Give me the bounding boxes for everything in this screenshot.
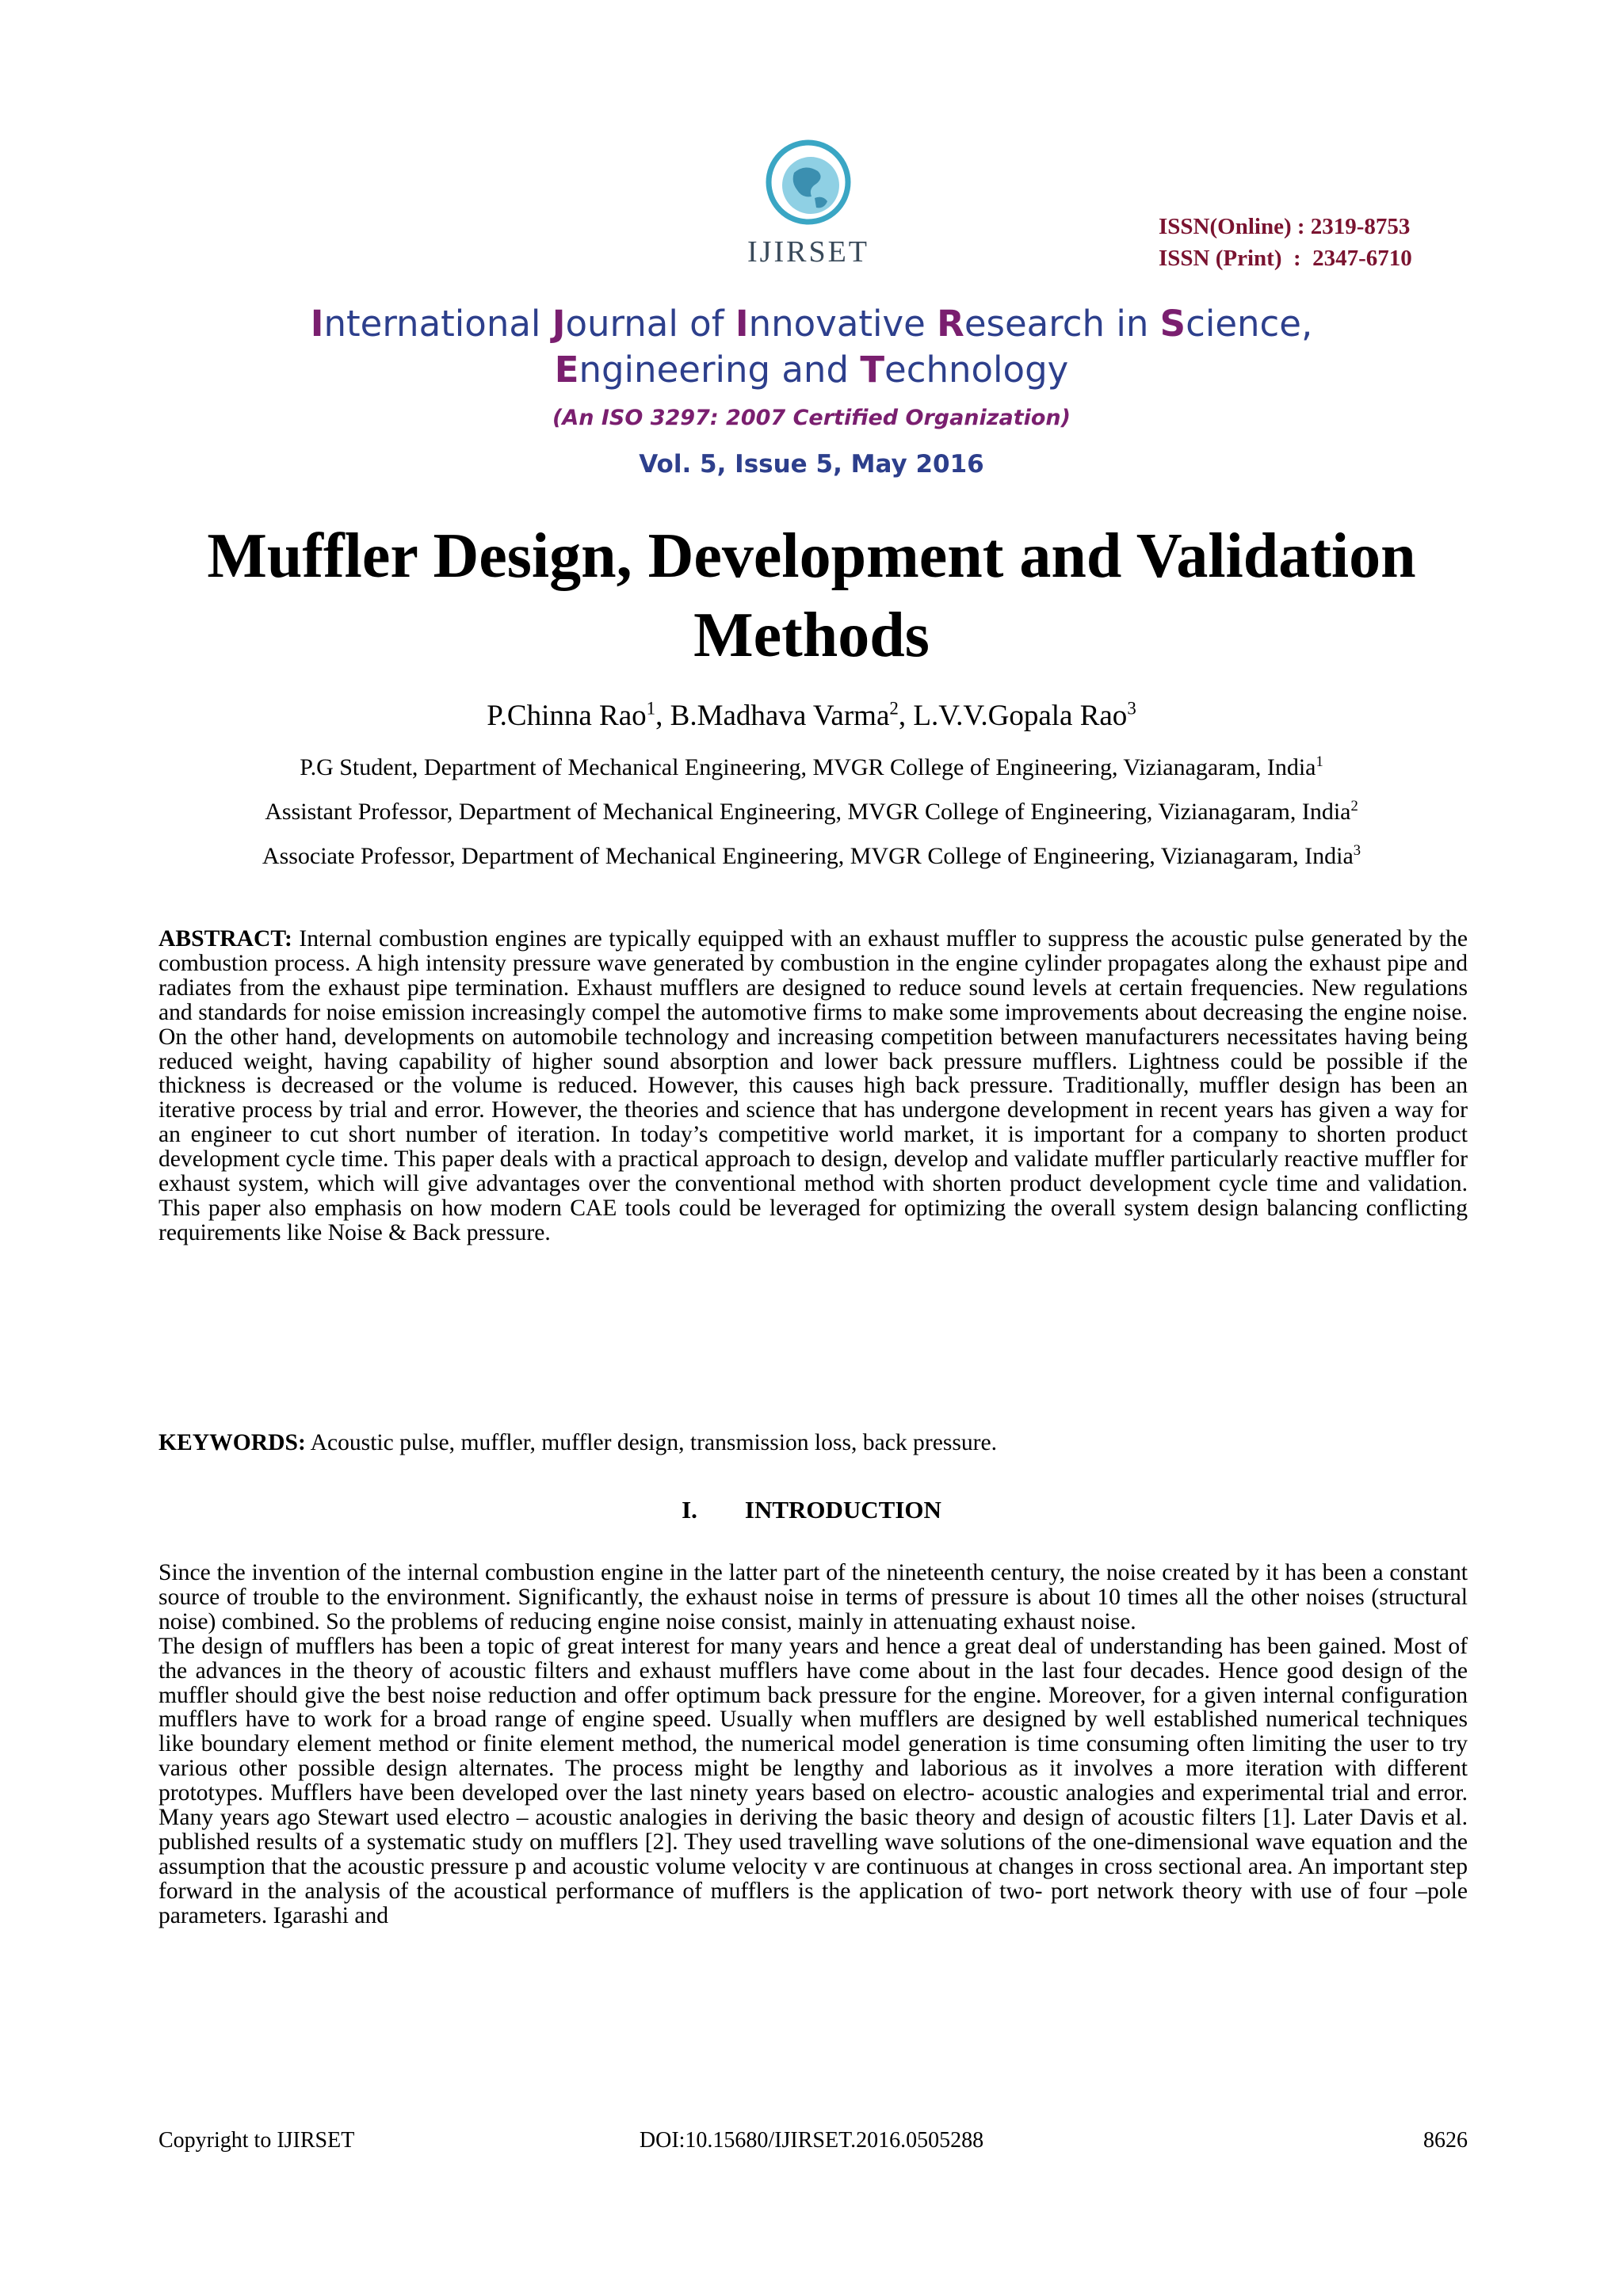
section-number: I.: [682, 1496, 697, 1524]
affiliation: Assistant Professor, Department of Mechanical Engineering, MVGR College of Engineering, Vizianagaram, India$^2$: [265, 798, 1358, 825]
author: P.Chinna Rao$^1$: [487, 698, 656, 732]
author: L.V.V.Gopala Rao$^3$: [913, 698, 1136, 732]
abstract-text: Internal combustion engines are typically equipped with an exhaust muffler to suppress the acoustic pulse generated by the combustion process. A high intensity pressure wave generated by combustion in the engine cylinder propagates along the exhaust pipe and radiates from the exhaust pipe termination. Exhaust mufflers are designed to reduce sound levels at certain frequencies. New regulations and standards for noise emission increasingly compel the automotive firms to make some improvements about decreasing the engine noise. On the other hand, developments on automobile technology and increasing competition between manufacturers necessitates having being reduced weight, having capability of higher sound absorption and lower back pressure mufflers. Lightness could be possible if the thickness is decreased or the volume is reduced. However, this causes high back pressure. Traditionally, muffler design has been an iterative process by trial and error. However, the theories and science that has undergone development in recent years has given a way for an engineer to cut short number of iteration. In today’s competitive world market, it is important for a company to shorten product development cycle time. This paper deals with a practical approach to design, develop and validate muffler particularly reactive muffler for exhaust system, which will give advantages over the conventional method with shorten product development cycle time and validation. This paper also emphasis on how modern CAE tools could be leveraged for optimizing the overall system design balancing conflicting requirements like Noise & Back pressure.: [158, 926, 1468, 1245]
keywords-label: KEYWORDS:: [158, 1430, 306, 1455]
intro-paragraph: The design of mufflers has been a topic of great interest for many years and hence a great deal of understanding has been gained. Most of the advances in the theory of acoustic filters and exhaust mufflers have come about in the last four decades. Hence good design of the muffler should give the best noise reduction and offer optimum back pressure for the engine. Moreover, for a given internal configuration mufflers have to work for a broad range of engine speed. Usually when mufflers are designed by well established numerical techniques like boundary element method or finite element method, the numerical model generation is time consuming often limiting the user to try various other possible design alternates. The process might be lengthy and laborious as it involves a more iteration with different prototypes. Mufflers have been developed over the last ninety years based on electro- acoustic analogies and experimental trial and error. Many years ago Stewart used electro – acoustic analogies in deriving the basic theory and design of acoustic filters [1]. Later Davis et al. published results of a systematic study on mufflers [2]. They used travelling wave solutions of the one-dimensional wave equation and the assumption that the acoustic pressure p and acoustic volume velocity v are continuous at changes in cross sectional area. An important step forward in the analysis of the acoustical performance of mufflers is the application of two- port network theory with use of four –pole parameters. Igarashi and: [158, 1633, 1468, 1928]
issn-online: ISSN(Online) : 2319-8753: [1159, 214, 1411, 239]
keywords-text: Acoustic pulse, muffler, muffler design, transmission loss, back pressure.: [310, 1430, 998, 1455]
abstract-label: ABSTRACT:: [158, 926, 292, 952]
volume-issue: Vol. 5, Issue 5, May 2016: [639, 450, 984, 479]
footer-copyright: Copyright to IJIRSET: [158, 2128, 355, 2153]
journal-title-line1: International Journal of Innovative Research in Science,: [310, 303, 1313, 345]
logo-text: IJIRSET: [747, 235, 869, 269]
issn-block: [1159, 211, 1491, 274]
journal-title-line2: Engineering and Technology: [554, 349, 1069, 391]
section-heading: [0, 1496, 1623, 1524]
journal-logo: [729, 125, 888, 276]
paper-title-line2: Methods: [693, 601, 930, 670]
affiliation: P.G Student, Department of Mechanical Engineering, MVGR College of Engineering, Vizianagaram, India$^1$: [300, 753, 1323, 780]
page-number: 8626: [1423, 2128, 1468, 2153]
issn-print: ISSN (Print) : 2347-6710: [1159, 246, 1412, 271]
affiliation: Associate Professor, Department of Mechanical Engineering, MVGR College of Engineering, Vizianagaram, India$^3$: [262, 842, 1361, 869]
paper-title: [127, 517, 1496, 675]
intro-paragraph: Since the invention of the internal combustion engine in the latter part of the nineteenth century, the noise created by it has been a constant source of trouble to the environment. Significantly, the exhaust noise in terms of pressure is about 10 times all the other noises (structural noise) combined. So the problems of reducing engine noise consist, mainly in attenuating exhaust noise.: [158, 1560, 1468, 1634]
section-title: INTRODUCTION: [744, 1496, 941, 1524]
paper-title-line1: Muffler Design, Development and Validation: [207, 521, 1416, 591]
footer-doi: DOI:10.15680/IJIRSET.2016.0505288: [639, 2128, 984, 2153]
keywords: [158, 1431, 1468, 1455]
introduction: [158, 1561, 1468, 1928]
journal-title: [0, 301, 1623, 393]
certification-note: (An ISO 3297: 2007 Certified Organization): [552, 406, 1071, 430]
abstract: [158, 927, 1468, 1245]
author: B.Madhava Varma$^2$: [670, 698, 899, 732]
author-list: P.Chinna Rao$^1$, B.Madhava Varma$^2$, L.V.V.Gopala Rao$^3$: [487, 698, 1136, 732]
